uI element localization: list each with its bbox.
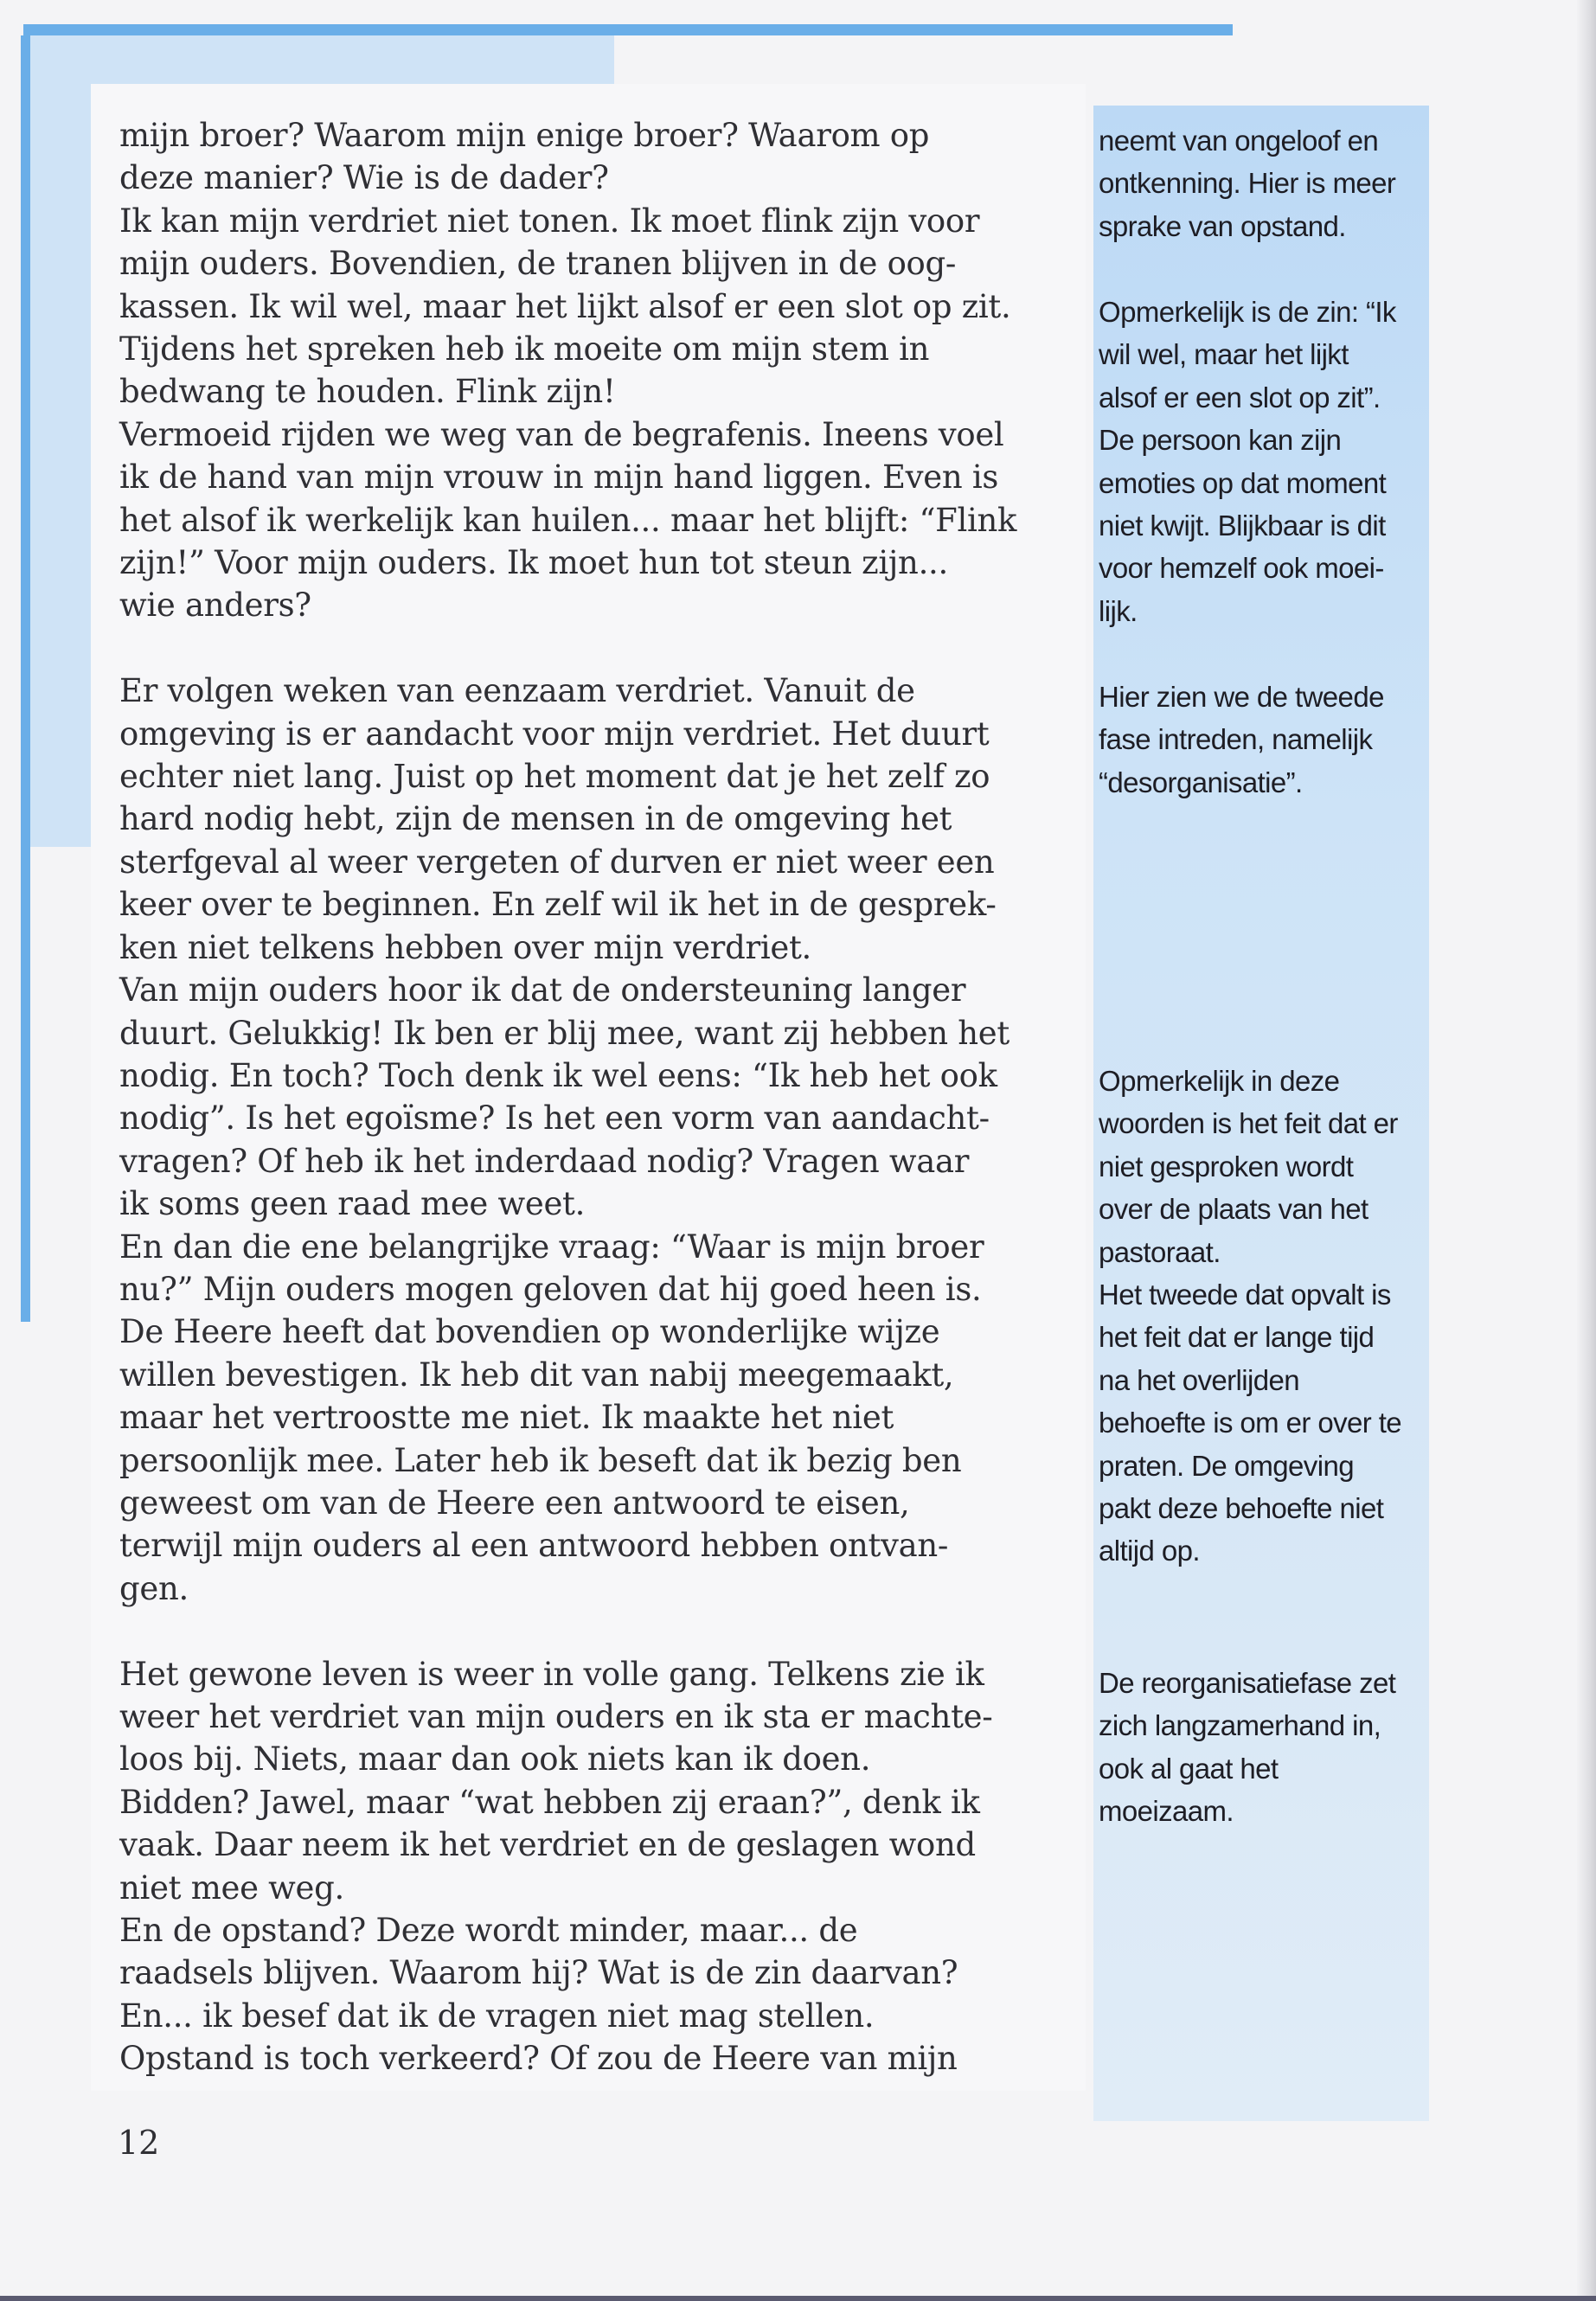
text-line: vragen? Of heb ik het inderdaad nodig? Vragen waar	[119, 1142, 970, 1180]
page-number: 12	[118, 2124, 160, 2162]
note-line: fase intreden, namelijk	[1099, 723, 1373, 756]
text-line: maar het vertroostte me niet. Ik maakte het niet	[119, 1399, 894, 1437]
text-line: deze manier? Wie is de dader?	[119, 159, 609, 197]
text-line: sterfgeval al weer vergeten of durven er niet weer een	[119, 843, 995, 881]
text-line: wie anders?	[119, 586, 311, 625]
text-line: Het gewone leven is weer in volle gang. Telkens zie ik	[119, 1655, 984, 1693]
text-line: gen.	[119, 1569, 189, 1607]
note-line: niet kwijt. Blijkbaar is dit	[1099, 510, 1386, 542]
text-line: Van mijn ouders hoor ik dat de ondersteuning langer	[119, 971, 966, 1009]
text-line: Ik kan mijn verdriet niet tonen. Ik moet flink zijn voor	[119, 202, 980, 240]
note-line: Het tweede dat opvalt is	[1099, 1279, 1391, 1311]
left-blue-band	[30, 35, 91, 847]
text-line: En de opstand? Deze wordt minder, maar... de	[119, 1912, 858, 1950]
text-line: ik soms geen raad mee weet.	[119, 1185, 586, 1223]
text-line: keer over te beginnen. En zelf wil ik het in de gesprek-	[119, 886, 997, 924]
text-line: vaak. Daar neem ik het verdriet en de geslagen wond	[119, 1826, 976, 1864]
text-line: raadsels blijven. Waarom hij? Wat is de zin daarvan?	[119, 1954, 958, 1992]
text-line: loos bij. Niets, maar dan ook niets kan ik doen.	[119, 1740, 871, 1779]
note-line: “desorganisatie”.	[1099, 766, 1303, 798]
top-blue-rule	[23, 24, 1233, 35]
page-bottom-edge	[0, 2296, 1596, 2301]
text-line: geweest om van de Heere een antwoord te eisen,	[119, 1484, 910, 1522]
note-line: Opmerkelijk in deze	[1099, 1065, 1340, 1097]
left-blue-rule	[21, 35, 30, 1322]
note-line: het feit dat er lange tijd	[1099, 1321, 1375, 1354]
note-line: woorden is het feit dat er	[1099, 1107, 1398, 1140]
note-line: De persoon kan zijn	[1099, 424, 1342, 457]
text-line: mijn broer? Waarom mijn enige broer? Waarom op	[119, 117, 930, 154]
text-line: Bidden? Jawel, maar “wat hebben zij eraan?”, denk ik	[119, 1783, 980, 1821]
text-line: niet mee weg.	[119, 1868, 344, 1907]
text-line: kassen. Ik wil wel, maar het lijkt alsof er een slot op zit.	[119, 287, 1011, 325]
main-paragraph	[119, 670, 1080, 1610]
note-line: pakt deze behoefte niet	[1099, 1492, 1384, 1525]
text-line: omgeving is er aandacht voor mijn verdriet. Het duurt	[119, 715, 990, 753]
note-line: lijk.	[1099, 594, 1138, 627]
note-line: behoefte is om er over te	[1099, 1407, 1402, 1439]
side-note	[1099, 676, 1384, 804]
note-line: praten. De omgeving	[1099, 1449, 1354, 1482]
note-line: Hier zien we de tweede	[1099, 681, 1384, 713]
note-line: ontkenning. Hier is meer	[1099, 167, 1396, 200]
text-line: willen bevestigen. Ik heb dit van nabij meegemaakt,	[119, 1356, 954, 1394]
note-line: ook al gaat het	[1099, 1752, 1279, 1785]
note-line: alsof er een slot op zit”.	[1099, 381, 1381, 413]
text-line: echter niet lang. Juist op het moment dat je het zelf zo	[119, 758, 990, 796]
main-paragraph	[119, 1653, 1080, 2080]
text-line: ken niet telkens hebben over mijn verdriet.	[119, 928, 811, 966]
text-line: ik de hand van mijn vrouw in mijn hand liggen. Even is	[119, 458, 999, 497]
side-note	[1099, 1060, 1401, 1573]
text-line: hard nodig hebt, zijn de mensen in de omgeving het	[119, 800, 952, 838]
text-line: nodig”. Is het egoïsme? Is het een vorm van aandacht-	[119, 1099, 990, 1138]
text-line: nodig. En toch? Toch denk ik wel eens: “Ik heb het ook	[119, 1056, 997, 1094]
text-line: bedwang te houden. Flink zijn!	[119, 373, 616, 411]
note-line: emoties op dat moment	[1099, 466, 1387, 499]
note-line: na het overlijden	[1099, 1363, 1299, 1396]
note-line: zich langzamerhand in,	[1099, 1709, 1381, 1742]
text-line: terwijl mijn ouders al een antwoord hebben ontvan-	[119, 1527, 949, 1565]
text-line: En dan die ene belangrijke vraag: “Waar is mijn broer	[119, 1227, 984, 1266]
text-line: duurt. Gelukkig! Ik ben er blij mee, want zij hebben het	[119, 1014, 1010, 1052]
main-paragraph	[119, 114, 1080, 627]
note-line: wil wel, maar het lijkt	[1099, 338, 1349, 371]
text-line: persoonlijk mee. Later heb ik beseft dat ik bezig ben	[119, 1441, 962, 1479]
text-line: Tijdens het spreken heb ik moeite om mijn stem in	[119, 330, 930, 369]
text-line: weer het verdriet van mijn ouders en ik sta er machte-	[119, 1698, 993, 1735]
page-binding-edge	[1577, 0, 1596, 2301]
note-line: pastoraat.	[1099, 1235, 1221, 1268]
text-line: Opstand is toch verkeerd? Of zou de Heere van mijn	[119, 2040, 958, 2078]
text-line: De Heere heeft dat bovendien op wonderlijke wijze	[119, 1313, 940, 1351]
note-line: neemt van ongeloof en	[1099, 125, 1379, 157]
text-line: Er volgen weken van eenzaam verdriet. Vanuit de	[119, 672, 915, 710]
text-line: En... ik besef dat ik de vragen niet mag stellen.	[119, 1997, 875, 2035]
side-note	[1099, 291, 1396, 632]
text-line: Vermoeid rijden we weg van de begrafenis. Ineens voel	[119, 415, 1004, 453]
note-line: altijd op.	[1099, 1535, 1200, 1567]
note-line: Opmerkelijk is de zin: “Ik	[1099, 296, 1396, 328]
text-line: nu?” Mijn ouders mogen geloven dat hij goed heen is.	[119, 1270, 982, 1308]
text-line: het alsof ik werkelijk kan huilen... maar het blijft: “Flink	[119, 501, 1017, 539]
note-line: over de plaats van het	[1099, 1193, 1368, 1226]
note-line: moeizaam.	[1099, 1795, 1234, 1828]
side-note	[1099, 1662, 1395, 1833]
note-line: sprake van opstand.	[1099, 209, 1346, 242]
side-note	[1099, 119, 1395, 247]
note-line: voor hemzelf ook moei-	[1099, 552, 1384, 585]
note-line: De reorganisatiefase zet	[1099, 1667, 1396, 1699]
note-line: niet gesproken wordt	[1099, 1150, 1354, 1183]
main-text-column	[119, 114, 1080, 2123]
text-line: zijn!” Voor mijn ouders. Ik moet hun tot steun zijn...	[119, 544, 948, 582]
text-line: mijn ouders. Bovendien, de tranen blijven in de oog-	[119, 245, 957, 283]
top-blue-band	[23, 35, 614, 84]
